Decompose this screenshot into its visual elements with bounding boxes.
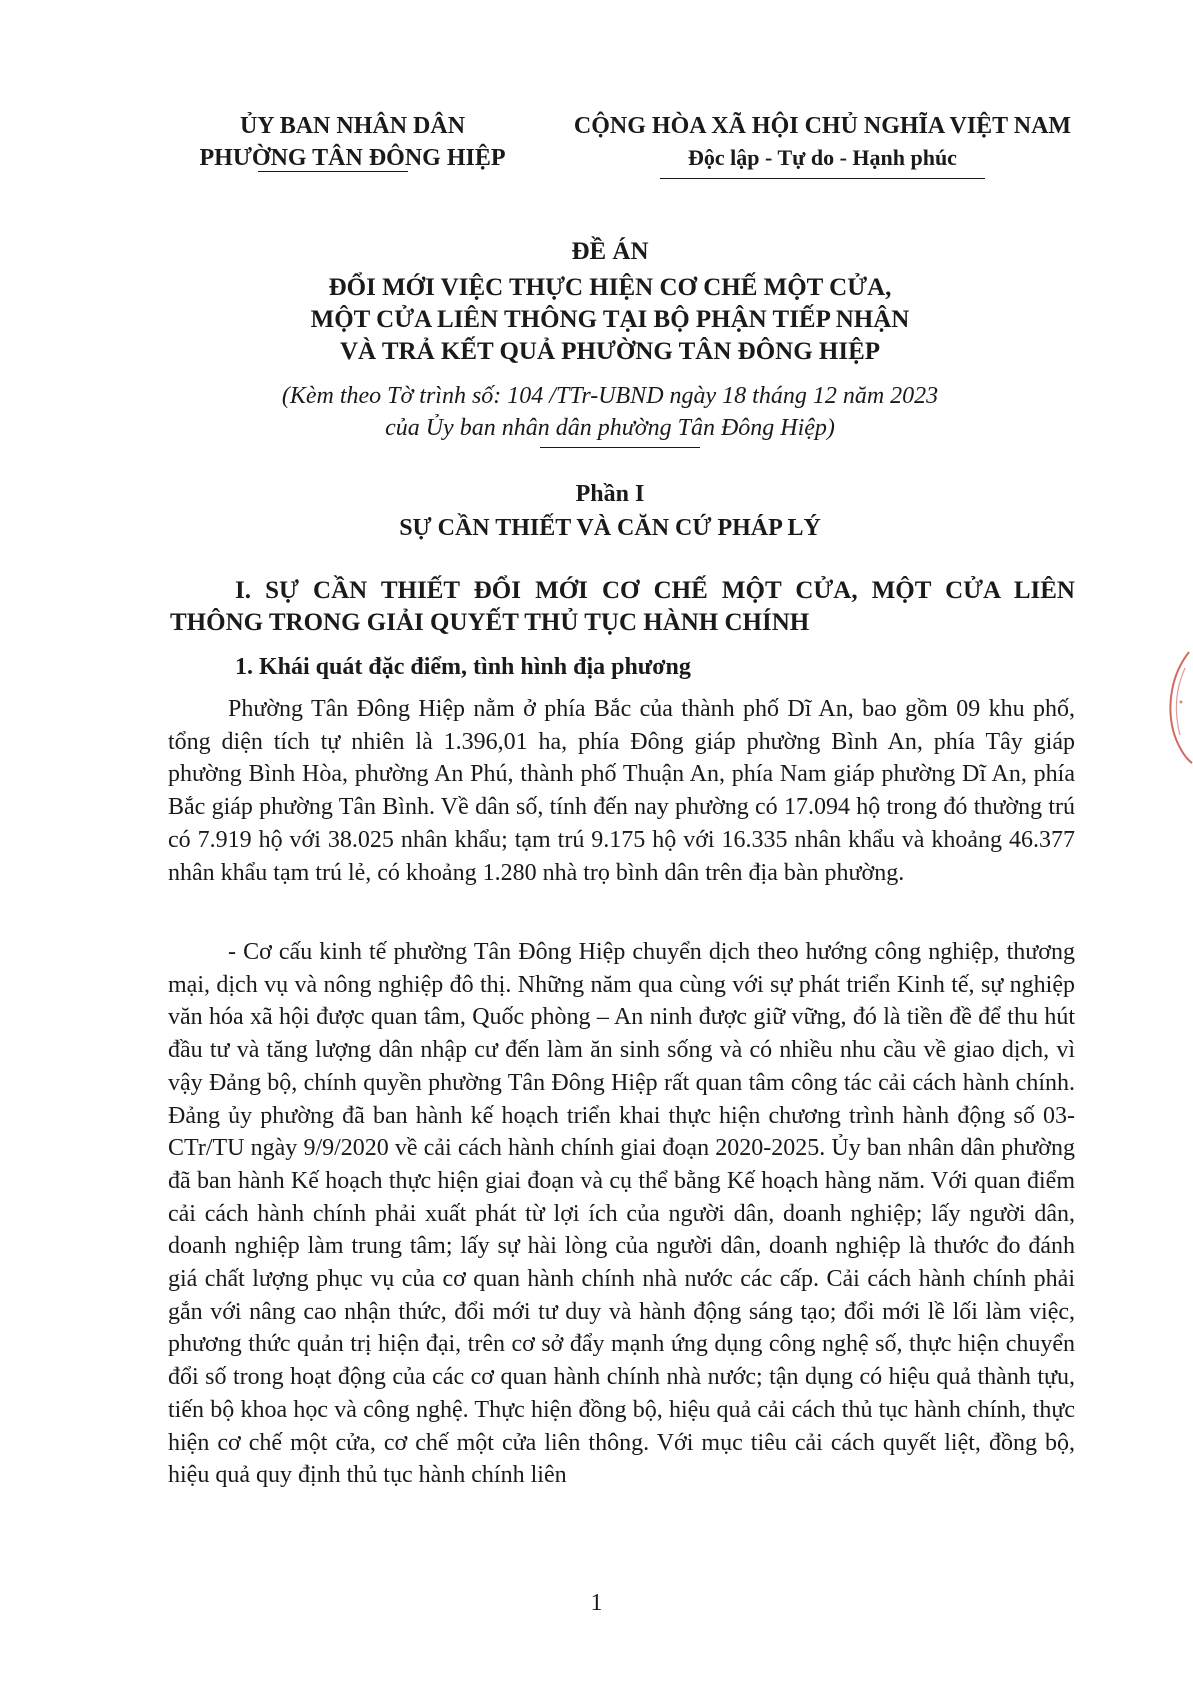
paragraph-1: Phường Tân Đông Hiệp nằm ở phía Bắc của thành phố Dĩ An, bao gồm 09 khu phố, tổng diện tích tự nhiên là 1.396,01 ha, phía Đông giáp phường Bình An, phía Tây giáp phường Bình Hòa, phường An Phú, thành phố Thuận An, phía Nam giáp phường Dĩ An, phía Bắc giáp phường Tân Bình. Về dân số, tính đến nay phường có 17.094 hộ trong đó thường trú có 7.919 hộ với 38.025 nhân khẩu; tạm trú 9.175 hộ với 16.335 nhân khẩu và khoảng 46.377 nhân khẩu tạm trú lẻ, có khoảng 1.280 nhà trọ bình dân trên địa bàn phường. (168, 696, 1075, 886)
part-label: Phần I (575, 481, 645, 507)
document-title (150, 236, 1070, 368)
authority-underline (258, 171, 408, 172)
subtitle-line-1: (Kèm theo Tờ trình số: 104 /TTr-UBND ngày 18 tháng 12 năm 2023 (281, 383, 939, 409)
national-title (545, 110, 1100, 174)
title-line-3: MỘT CỬA LIÊN THÔNG TẠI BỘ PHẬN TIẾP NHẬN (310, 306, 910, 333)
title-type: ĐỀ ÁN (571, 238, 649, 265)
subtitle-underline (540, 447, 700, 448)
paragraph-2: - Cơ cấu kinh tế phường Tân Đông Hiệp chuyển dịch theo hướng công nghiệp, thương mại, dịch vụ và nông nghiệp đô thị. Những năm qua cùng với sự phát triển Kinh tế, sự nghiệp văn hóa xã hội được quan tâm, Quốc phòng – An ninh được giữ vững, đó là tiền đề để thu hút đầu tư và tăng lượng dân nhập cư đến làm ăn sinh sống và có nhiều nhu cầu về giao dịch, vì vậy Đảng bộ, chính quyền phường Tân Đông Hiệp rất quan tâm công tác cải cách hành chính. Đảng ủy phường đã ban hành kế hoạch triển khai thực hiện chương trình hành động số 03-CTr/TU ngày 9/9/2020 về cải cách hành chính giai đoạn 2020-2025. Ủy ban nhân dân phường đã ban hành Kế hoạch thực hiện giai đoạn và cụ thể bằng Kế hoạch hàng năm. Với quan điểm cải cách hành chính phải xuất phát từ lợi ích của người dân, doanh nghiệp; lấy người dân, doanh nghiệp làm trung tâm; lấy sự hài lòng của người dân, doanh nghiệp là thước đo đánh giá chất lượng phục vụ của cơ quan hành chính nhà nước các cấp. Cải cách hành chính phải gắn với nâng cao nhận thức, đổi mới tư duy và hành động sáng tạo; đổi mới lề lối làm việc, phương thức quản trị hiện đại, trên cơ sở đẩy mạnh ứng dụng công nghệ số, thực hiện chuyển đổi số trong hoạt động của các cơ quan hành chính nhà nước; tận dụng có hiệu quả thành tựu, tiến bộ khoa học và công nghệ. Thực hiện đồng bộ, hiệu quả cải cách thủ tục hành chính, thực hiện cơ chế một cửa, cơ chế một cửa liên thông. Với mục tiêu cải cách quyết liệt, đồng bộ, hiệu quả quy định thủ tục hành chính liên (168, 939, 1075, 1489)
national-name: CỘNG HÒA XÃ HỘI CHỦ NGHĨA VIỆT NAM (573, 113, 1072, 139)
section-heading: I. SỰ CẦN THIẾT ĐỔI MỚI CƠ CHẾ MỘT CỬA, MỘT CỬA LIÊN THÔNG TRONG GIẢI QUYẾT THỦ TỤC HÀNH CHÍNH (170, 577, 1075, 636)
part-heading (150, 477, 1070, 545)
motto-underline (660, 178, 985, 179)
page-number: 1 (590, 1590, 603, 1616)
subtitle-line-2: của Ủy ban nhân dân phường Tân Đông Hiệp) (385, 415, 835, 441)
subsection-heading: 1. Khái quát đặc điểm, tình hình địa phương (235, 654, 691, 680)
title-line-2: ĐỔI MỚI VIỆC THỰC HIỆN CƠ CHẾ MỘT CỬA, (328, 274, 892, 301)
authority-line-2: PHƯỜNG TÂN ĐÔNG HIỆP (199, 145, 506, 171)
issuing-authority (175, 110, 530, 174)
seal-edge-icon (1159, 650, 1193, 765)
part-name: SỰ CẦN THIẾT VÀ CĂN CỨ PHÁP LÝ (399, 515, 821, 541)
national-motto: Độc lập - Tự do - Hạnh phúc (688, 145, 957, 170)
document-subtitle (150, 380, 1070, 444)
authority-line-1: ỦY BAN NHÂN DÂN (239, 113, 466, 139)
title-line-4: VÀ TRẢ KẾT QUẢ PHƯỜNG TÂN ĐÔNG HIỆP (339, 338, 881, 365)
